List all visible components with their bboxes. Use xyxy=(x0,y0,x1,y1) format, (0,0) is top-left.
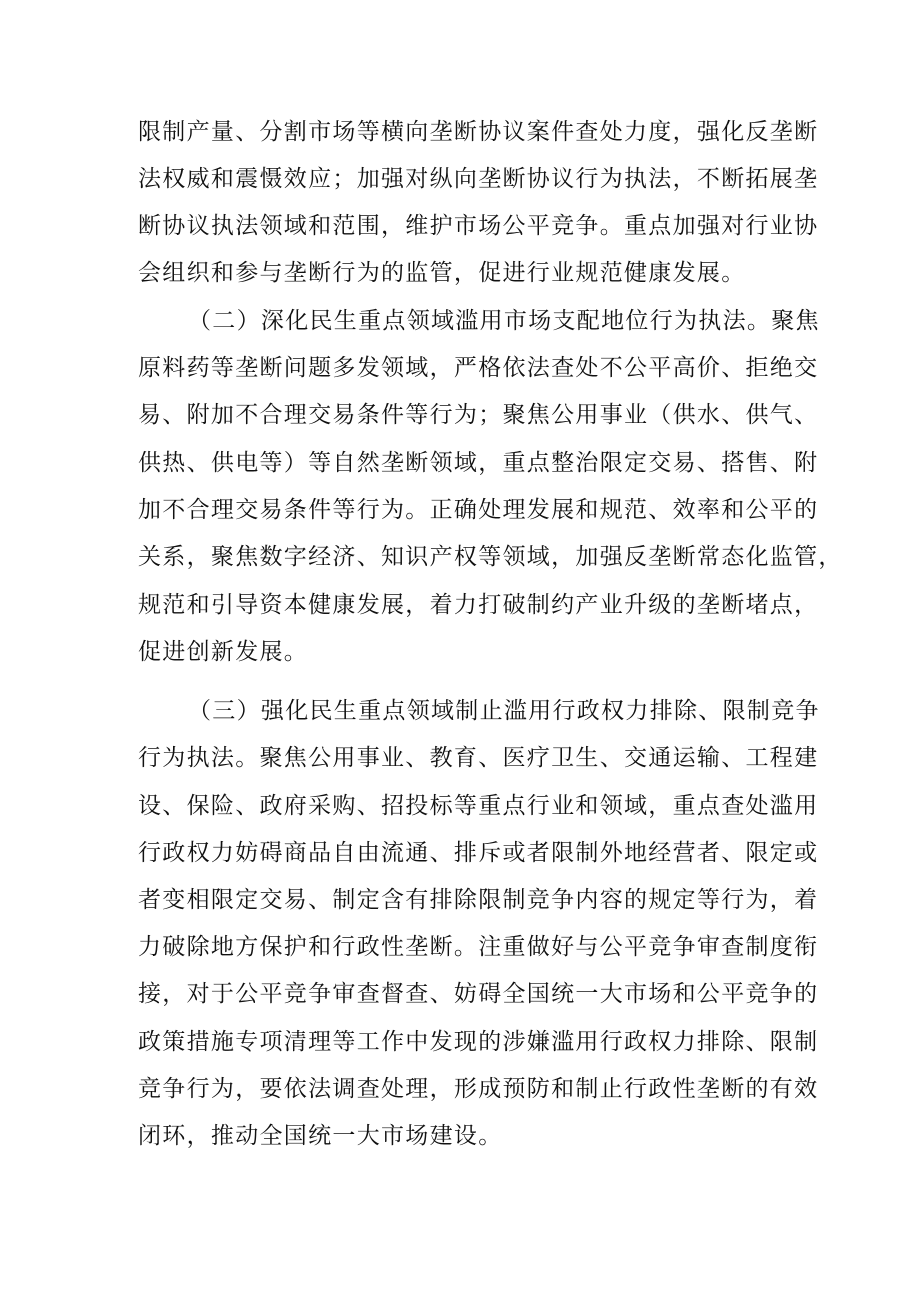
paragraph-1-line-4: 会组织和参与垄断行为的监管，促进行业规范健康发展。 xyxy=(138,260,746,286)
paragraph-3-line-10: 闭环，推动全国统一大市场建设。 xyxy=(138,1123,503,1149)
paragraph-3-line-8: 政策措施专项清理等工作中发现的涉嫌滥用行政权力排除、限制 xyxy=(138,1029,819,1055)
paragraph-3-line-3: 设、保险、政府采购、招投标等重点行业和领域，重点查处滥用 xyxy=(138,793,819,819)
paragraph-2-line-7: 规范和引导资本健康发展，着力打破制约产业升级的垄断堵点， xyxy=(138,592,819,618)
paragraph-2-line-5: 加不合理交易条件等行为。正确处理发展和规范、效率和公平的 xyxy=(138,497,819,523)
paragraph-2-line-4: 供热、供电等）等自然垄断领域，重点整治限定交易、搭售、附 xyxy=(138,450,819,476)
paragraph-2-line-3: 易、附加不合理交易条件等行为；聚焦公用事业（供水、供气、 xyxy=(138,402,819,428)
paragraph-3-line-5: 者变相限定交易、制定含有排除限制竞争内容的规定等行为，着 xyxy=(138,887,819,913)
paragraph-2-line-8: 促进创新发展。 xyxy=(138,639,309,665)
paragraph-1-line-2: 法权威和震慑效应；加强对纵向垄断协议行为执法，不断拓展垄 xyxy=(138,166,819,192)
paragraph-3-line-6: 力破除地方保护和行政性垄断。注重做好与公平竞争审查制度衔 xyxy=(138,934,819,960)
paragraph-1-line-3: 断协议执法领域和范围，维护市场公平竞争。重点加强对行业协 xyxy=(138,213,819,239)
paragraph-3-line-9: 竞争行为，要依法调查处理，形成预防和制止行政性垄断的有效 xyxy=(138,1076,819,1102)
paragraph-3-line-2: 行为执法。聚焦公用事业、教育、医疗卫生、交通运输、工程建 xyxy=(138,745,819,771)
paragraph-2-line-2: 原料药等垄断问题多发领域，严格依法查处不公平高价、拒绝交 xyxy=(138,355,819,381)
paragraph-3-line-7: 接，对于公平竞争审查督查、妨碍全国统一大市场和公平竞争的 xyxy=(138,981,819,1007)
paragraph-2-line-6: 关系，聚焦数字经济、知识产权等领域，加强反垄断常态化监管， xyxy=(138,544,843,570)
paragraph-2-line-1: （二）深化民生重点领域滥用市场支配地位行为执法。聚焦 xyxy=(188,308,820,334)
paragraph-3-line-1: （三）强化民生重点领域制止滥用行政权力排除、限制竞争 xyxy=(188,698,820,724)
paragraph-1-line-1: 限制产量、分割市场等横向垄断协议案件查处力度，强化反垄断 xyxy=(138,119,819,145)
paragraph-3-line-4: 行政权力妨碍商品自由流通、排斥或者限制外地经营者、限定或 xyxy=(138,840,819,866)
